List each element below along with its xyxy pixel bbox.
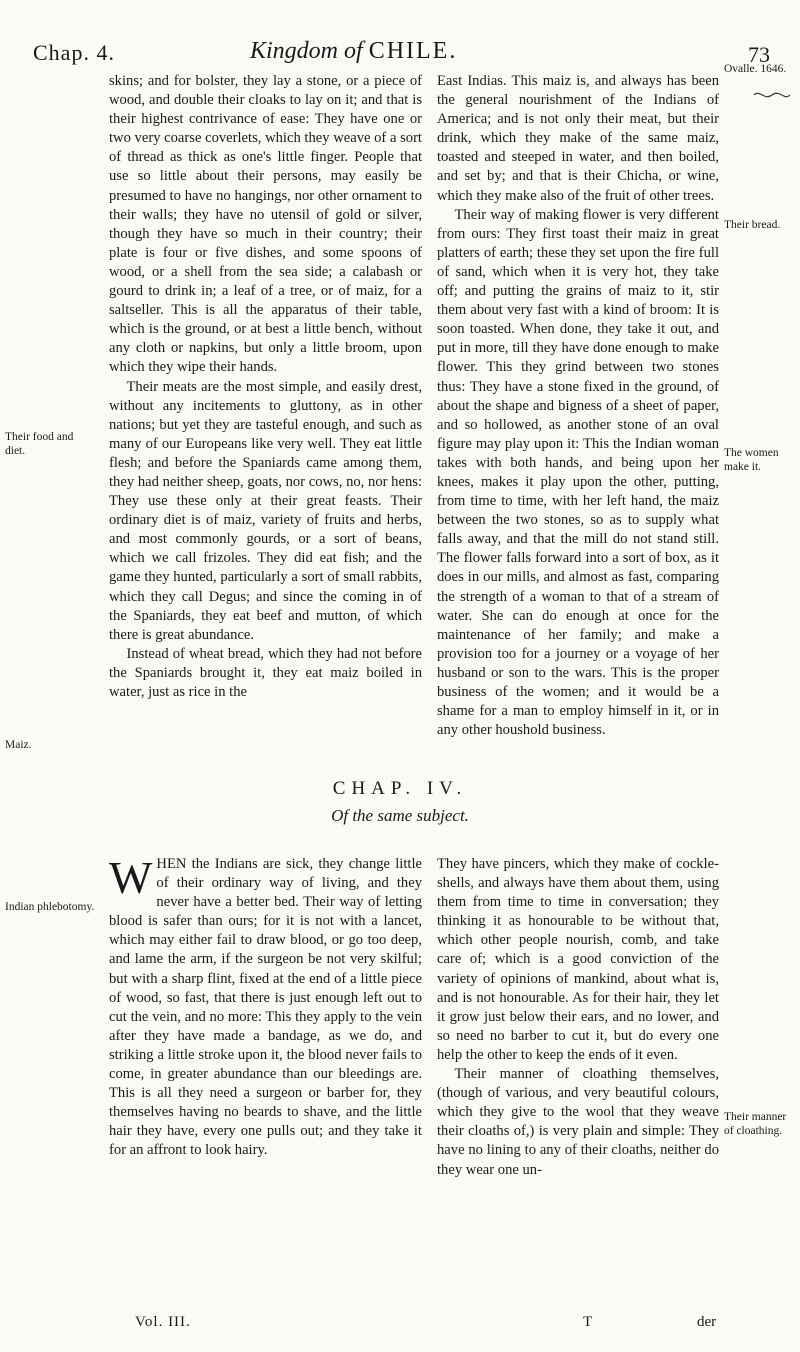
chapter-heading: CHAP. IV. bbox=[332, 778, 468, 799]
running-head-kingdom: Kingdom of bbox=[250, 38, 363, 64]
paragraph-text: HEN the Indians are sick, they change little of their ordinary way of living, and they never have a better bed. Their way of letting blood is safer than ours; for it is not with a lancet, which may either fail to draw blood, or go too deep, and lame the arm, if the surgeon be not very skilful; but with a sharp flint, fixed at the end of a little piece of wood, so fast, that there is just enough left out to cut the vein, and no more: This they apply to the vein after they have made a bandage, as we do, and striking a little stroke upon it, the blood never fails to come, in greater abundance than our bleedings are. This is all they need a surgeon or barber for, they themselves having no beards to shave, and the little hair they have, every one pulls out; and they take it for an affront to look hairy. bbox=[109, 856, 422, 1159]
paragraph: East Indias. This maiz is, and always has been the general nourishment of the Indians of America; and is not only their meat, but their drink, which they make of the same maiz, toasted and steeped in water, and then boiled, and set by; and that is their Chicha, or wine, which they make also of the fruit of other trees. bbox=[437, 73, 719, 204]
paragraph: Instead of wheat bread, which they had not before the Spaniards brought it, they eat maiz boiled in water, just as rice in the bbox=[109, 645, 422, 700]
catchword: der bbox=[697, 1314, 717, 1330]
margin-food-diet: Their food and diet. bbox=[5, 431, 74, 457]
paragraph: skins; and for bolster, they lay a stone, or a piece of wood, and double their cloaks to lay on it; and that is their highest contrivance of ease: They have one or two very coarse coverlets, which they weave of a sort of thread as thick as one's little finger. People that use so little about their persons, may easily be presumed to have no hangings, nor other ornament to their walls; they have no utensil of gold or silver, though they have so much in their country; their plate is four or five dishes, and some spoons of wood, or a shell from the sea side; a calabash or gourd to drink in; a leaf of a tree, or of maiz, for a saltseller. This is all the apparatus of their table, which is the ground, or at best a little bench, without any cloth or napkins, but only a little broom, upon which they wipe their hands. bbox=[109, 73, 422, 376]
chapter-subtitle: Of the same subject. bbox=[331, 806, 469, 825]
column-left-lower bbox=[109, 852, 422, 1161]
running-head-chapter: Chap. 4. bbox=[33, 40, 115, 65]
paragraph: Their manner of cloathing themselves, (though of various, and very beautiful colours, which they give to the wool that they weave their cloaths of,) is very plain and simple: They have no lining to any of their cloaths, neither do they wear one un- bbox=[437, 1066, 719, 1178]
flourish-ornament bbox=[752, 88, 792, 102]
volume-mark: Vol. III. bbox=[135, 1314, 191, 1330]
running-head-title bbox=[250, 38, 457, 65]
margin-their-bread: Their bread. bbox=[724, 219, 781, 231]
signature-mark: T bbox=[583, 1314, 593, 1330]
paragraph: Their meats are the most simple, and easily drest, without any incitements to gluttony, as in other nations; but yet they are tasteful enough, and such as many of our Europeans like very well. They eat little flesh; and before the Spaniards came among them, they had neither sheep, goats, nor cows, no, nor hens: They use these only at their great feasts. Their ordinary diet is of maiz, variety of fruits and herbs, and most commonly gourds, or a sort of beans, which we call frizoles. They did eat fish; and the game they hunted, particularly a sort of small rabbits, which they call Degus; and since the coming in of the Spaniards, they eat beef and mutton, of which there is great abundance. bbox=[109, 378, 422, 643]
margin-manner-cloathing: Their manner of cloathing. bbox=[724, 1111, 787, 1137]
column-right-lower bbox=[437, 855, 719, 1180]
page-number: 73 bbox=[748, 42, 770, 67]
margin-maiz: Maiz. bbox=[5, 739, 32, 751]
column-left-upper bbox=[109, 72, 422, 702]
drop-cap: W bbox=[109, 852, 153, 903]
column-right-upper bbox=[437, 72, 719, 740]
paragraph bbox=[109, 852, 422, 1161]
paragraph: They have pincers, which they make of cockle-shells, and always have them about them, using them from time to time in conversation; they thinking it as honourable to be without that, which other people nourish, comb, and take care of; which is a good conviction of the variety of opinions of mankind, about what is, and is not honourable. As for their hair, they let it grow just below their ears, and no lower, and so need no barber to cut it, but do every one help the other to keep the ends of it even. bbox=[437, 856, 719, 1063]
margin-indian-phlebotomy: Indian phlebotomy. bbox=[5, 901, 95, 913]
margin-women-make-it: The women make it. bbox=[724, 447, 779, 473]
paragraph: Their way of making flower is very different from ours: They first toast their maiz in great platters of earth; these they set upon the fire full of sand, which when it is very hot, they take off; and putting the grains of maiz to it, stir them about very fast with a kind of broom: It is soon toasted. When done, they take it out, and put in more, till they have done enough to make flower. This they grind between two stones thus: They have a stone fixed in the ground, of about the shape and bigness of a sheet of paper, and so hollowed, as another stone of an oval figure may play upon it: This the Indian woman takes with both hands, and being upon her knees, makes it play upon the other, putting, from time to time, with her left hand, the maiz between the two stones, so as to supply what falls away, and that the mill do not stand still. The flower falls forward into a sort of box, as it does in our mills, and almost as fast, comparing the strength of a woman to that of a stream of water. She can do enough at once for the maintenance of her family; and make a provision too for a journey or a voyage of her husband or son to the wars. This is the proper business of the women; and it would be a shame for a man to employ himself in it, or in any other houshold business. bbox=[437, 206, 719, 739]
margin-ovalle-year: Ovalle. 1646. bbox=[724, 63, 787, 75]
running-head-country: CHILE. bbox=[368, 38, 458, 64]
